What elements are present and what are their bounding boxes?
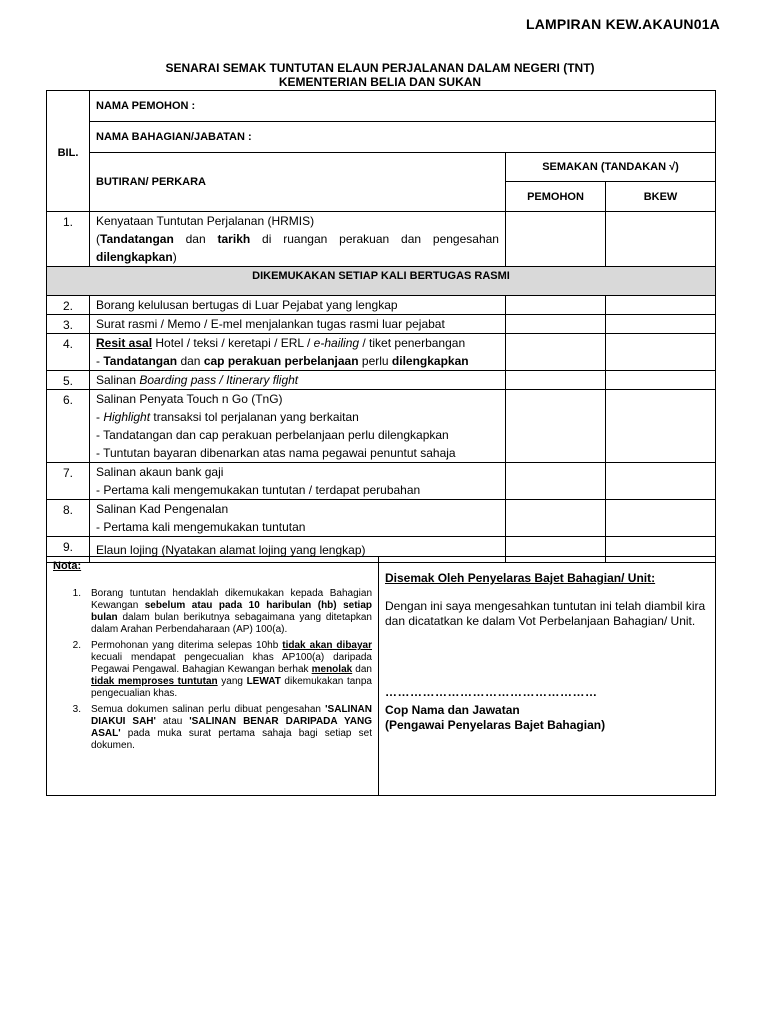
table-row [47,315,716,334]
bkew-header: BKEW [606,182,716,212]
stamp-label: Cop Nama dan Jawatan (Pengawai Penyelaras Bajet Bahagian) [385,703,606,732]
bkew-checkbox[interactable] [606,334,716,371]
row-number: 5. [47,371,90,390]
item-description: Elaun lojing (Nyatakan alamat lojing yang lengkap) [90,537,506,563]
table-row [47,334,716,371]
signature-line[interactable]: …………………………………………… [385,685,598,699]
item-description: Salinan Boarding pass / Itinerary flight [90,371,506,390]
bil-header: BIL. [47,91,90,212]
title-line-2: KEMENTERIAN BELIA DAN SUKAN [278,75,482,89]
row-number: 9. [47,537,90,563]
row-number: 6. [47,390,90,463]
document-title [46,61,714,89]
pemohon-checkbox[interactable] [506,463,606,500]
table-row [47,390,716,463]
item-description: Surat rasmi / Memo / E-mel menjalankan tugas rasmi luar pejabat [90,315,506,334]
verification-statement: Dengan ini saya mengesahkan tuntutan ini telah diambil kira dan dicatatkan ke dalam Vot Perbelanjaan Bahagian/ Unit. [385,599,706,628]
note-item: 2. Permohonan yang diterima selepas 10hb tidak akan dibayar kecuali mendapat pengecualian khas AP100(a) daripada Pegawai Pengawal. Bahagian Kewangan berhak menolak dan tidak memproses tuntutan yang LEWAT dikemukakan tanpa pengecualian khas. [72,640,373,699]
row-number: 8. [47,500,90,537]
note-item: 3. Semua dokumen salinan perlu dibuat pengesahan 'SALINAN DIAKUI SAH' atau 'SALINAN BENAR DARIPADA YANG ASAL' pada muka surat pertama sahaja bagi setiap set dokumen. [72,704,373,751]
notes-table [46,556,716,796]
row-number: 4. [47,334,90,371]
pemohon-checkbox[interactable] [506,500,606,537]
item-description: Borang kelulusan bertugas di Luar Pejabat yang lengkap [90,296,506,315]
notes-label: Nota: [53,560,82,572]
pemohon-checkbox[interactable] [506,212,606,267]
verification-title: Disemak Oleh Penyelaras Bajet Bahagian/ Unit: [385,571,656,585]
semakan-header: SEMAKAN (TANDAKAN √) [506,153,716,182]
row-number: 1. [47,212,90,267]
section-header: DIKEMUKAKAN SETIAP KALI BERTUGAS RASMI [47,267,716,296]
bkew-checkbox[interactable] [606,296,716,315]
notes-panel [47,557,379,796]
table-row [47,212,716,267]
pemohon-checkbox[interactable] [506,296,606,315]
pemohon-checkbox[interactable] [506,334,606,371]
item-description: Salinan Penyata Touch n Go (TnG) - Highlight transaksi tol perjalanan yang berkaitan - Tandatangan dan cap perakuan perbelanjaan perlu dilengkapkan - Tuntutan bayaran dibenarkan atas nama pegawai penuntut sahaja [90,390,506,463]
item-description: Salinan akaun bank gaji - Pertama kali mengemukakan tuntutan / terdapat perubahan [90,463,506,500]
bkew-checkbox[interactable] [606,371,716,390]
item-description: Salinan Kad Pengenalan - Pertama kali mengemukakan tuntutan [90,500,506,537]
nama-bahagian-field[interactable]: NAMA BAHAGIAN/JABATAN : [90,122,716,153]
pemohon-checkbox[interactable] [506,390,606,463]
table-row [47,296,716,315]
bkew-checkbox[interactable] [606,390,716,463]
bkew-checkbox[interactable] [606,463,716,500]
row-number: 7. [47,463,90,500]
bkew-checkbox[interactable] [606,500,716,537]
butiran-header: BUTIRAN/ PERKARA [90,153,506,212]
note-item: 1. Borang tuntutan hendaklah dikemukakan kepada Bahagian Kewangan sebelum atau pada 10 haribulan (hb) setiap bulan dalam bulan berikutnya sebagaimana yang ditetapkan dalam Arahan Perbendaharaan (AP) 100(a). [72,588,372,635]
row-number: 2. [47,296,90,315]
pemohon-checkbox[interactable] [506,371,606,390]
bkew-checkbox[interactable] [606,212,716,267]
pemohon-checkbox[interactable] [506,315,606,334]
row-number: 3. [47,315,90,334]
title-line-1: SENARAI SEMAK TUNTUTAN ELAUN PERJALANAN DALAM NEGERI (TNT) [165,61,595,75]
item-description: Kenyataan Tuntutan Perjalanan (HRMIS) (Tandatangan dan tarikh di ruangan perakuan dan pengesahan dilengkapkan) [90,212,506,267]
lampiran-code: LAMPIRAN KEW.AKAUN01A [526,16,720,32]
item-description: Resit asal Hotel / teksi / keretapi / ERL / e-hailing / tiket penerbangan - Tandatangan dan cap perakuan perbelanjaan perlu dilengkapkan [90,334,506,371]
checklist-table [46,90,716,563]
table-row [47,500,716,537]
bkew-checkbox[interactable] [606,315,716,334]
table-row [47,463,716,500]
table-row [47,371,716,390]
nama-pemohon-field[interactable]: NAMA PEMOHON : [90,91,716,122]
pemohon-header: PEMOHON [506,182,606,212]
verification-panel [379,557,716,796]
